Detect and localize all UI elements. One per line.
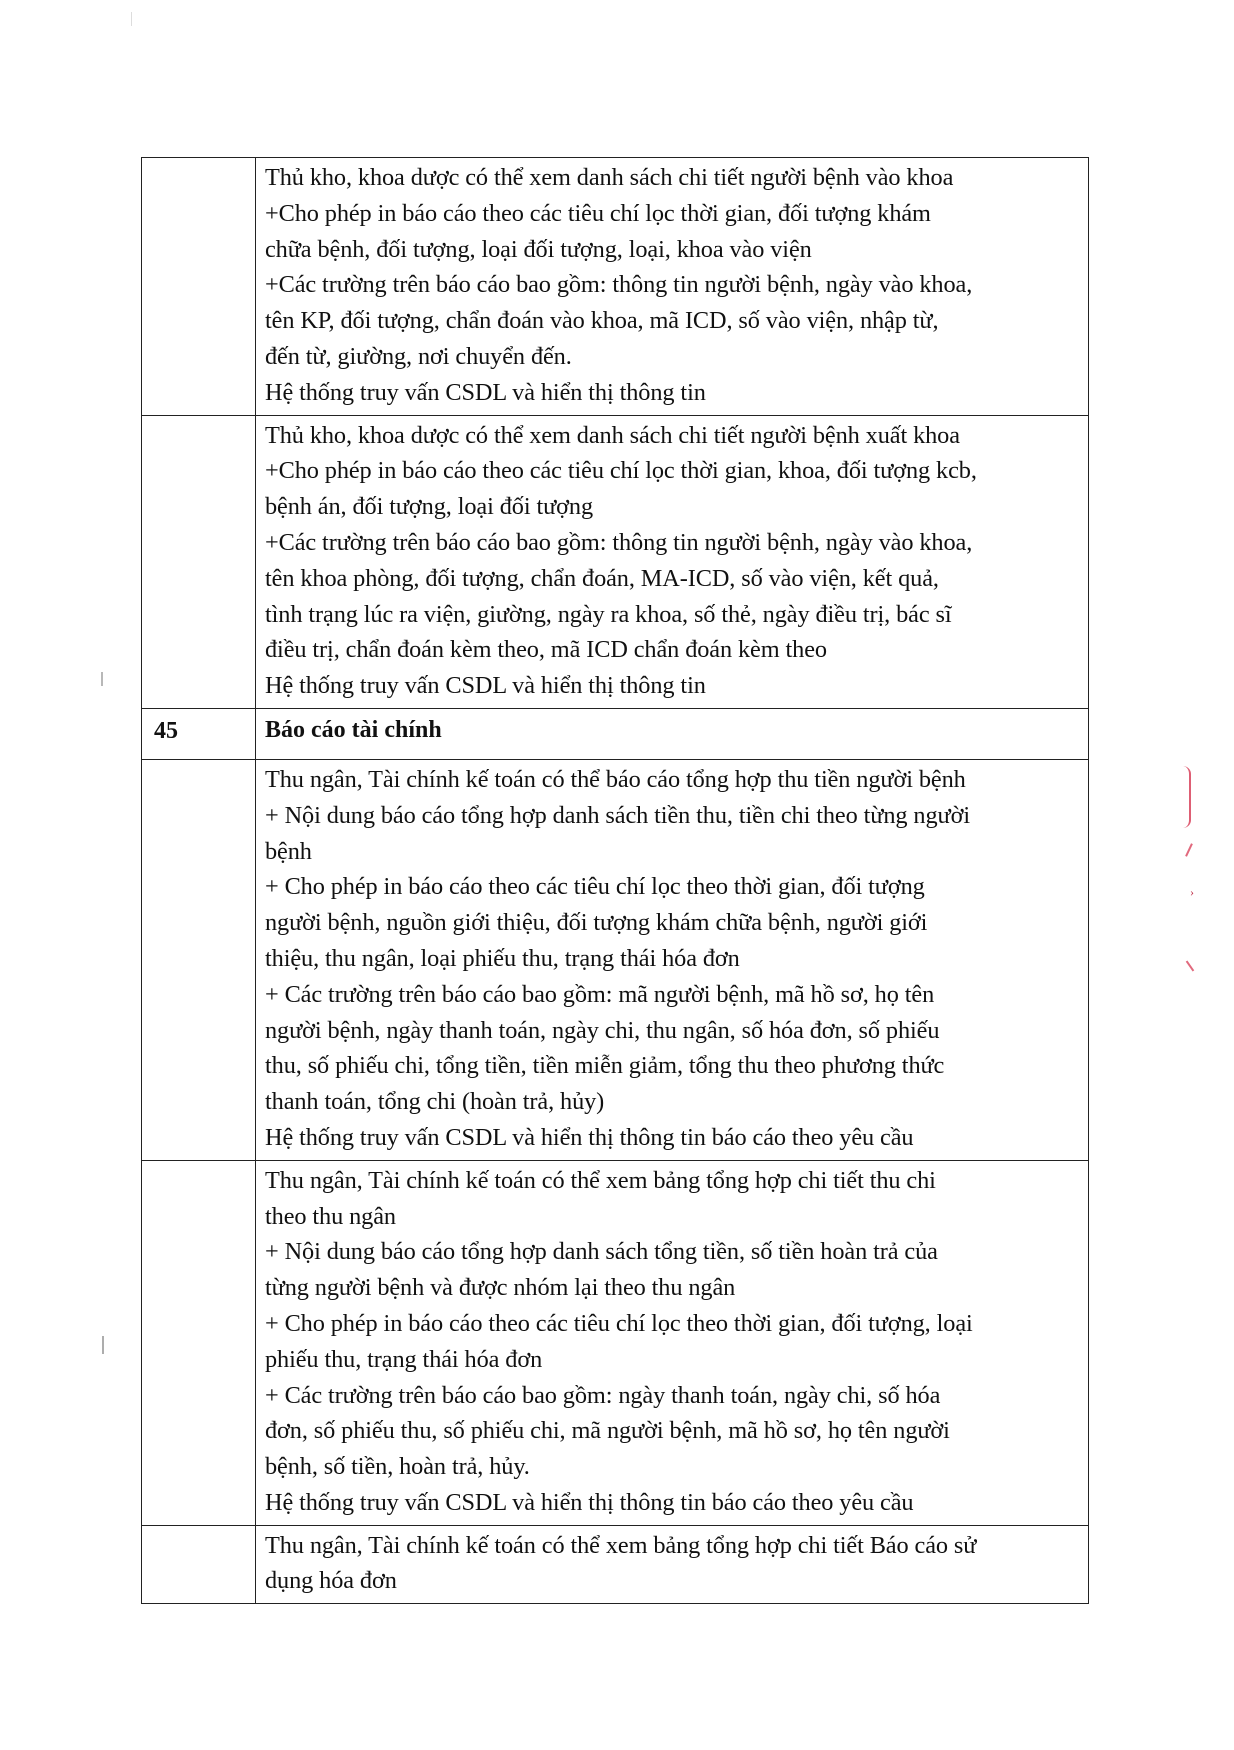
description-line: Hệ thống truy vấn CSDL và hiển thị thông tin (265, 378, 706, 406)
description-line: + Các trường trên báo cáo bao gồm: mã người bệnh, mã hồ sơ, họ tên (265, 980, 935, 1008)
row-number (142, 760, 255, 763)
description-line: thu, số phiếu chi, tổng tiền, tiền miễn giảm, tổng thu theo phương thức (265, 1052, 945, 1080)
section-number: 45 (154, 717, 178, 744)
description-line: bệnh (265, 837, 312, 865)
description-line: Thủ kho, khoa dược có thể xem danh sách chi tiết người bệnh xuất khoa (265, 421, 960, 449)
description-line: đến từ, giường, nơi chuyển đến. (265, 342, 572, 370)
row-number (142, 416, 255, 419)
table-row (142, 1525, 1089, 1604)
row-number (142, 1161, 255, 1164)
section-title: Báo cáo tài chính (265, 716, 442, 743)
description-line: +Các trường trên báo cáo bao gồm: thông tin người bệnh, ngày vào khoa, (265, 271, 973, 299)
scan-artifact (131, 12, 132, 26)
stamp-edge-mark (1185, 843, 1193, 857)
row-number-cell (142, 158, 256, 416)
row-description-cell (256, 1160, 1089, 1525)
stamp-edge-mark (1186, 961, 1195, 972)
description-line: người bệnh, nguồn giới thiệu, đối tượng khám chữa bệnh, người giới (265, 909, 928, 937)
description-line: + Các trường trên báo cáo bao gồm: ngày thanh toán, ngày chi, số hóa (265, 1381, 941, 1409)
description-line: Thu ngân, Tài chính kế toán có thể xem bảng tổng hợp chi tiết Báo cáo sử (265, 1531, 977, 1559)
table-row (142, 158, 1089, 416)
description-line: người bệnh, ngày thanh toán, ngày chi, thu ngân, số hóa đơn, số phiếu (265, 1016, 940, 1044)
description-line: +Cho phép in báo cáo theo các tiêu chí lọc thời gian, khoa, đối tượng kcb, (265, 457, 977, 485)
description-line: đơn, số phiếu thu, số phiếu chi, mã người bệnh, mã hồ sơ, họ tên người (265, 1417, 950, 1445)
description-line: + Nội dung báo cáo tổng hợp danh sách tổng tiền, số tiền hoàn trả của (265, 1238, 938, 1266)
description-line: + Nội dung báo cáo tổng hợp danh sách tiền thu, tiền chi theo từng người (265, 801, 970, 829)
description-line: tên khoa phòng, đối tượng, chẩn đoán, MA-ICD, số vào viện, kết quả, (265, 564, 939, 592)
description-line: + Cho phép in báo cáo theo các tiêu chí lọc theo thời gian, đối tượng, loại (265, 1309, 973, 1337)
section-header-row (142, 708, 1089, 759)
description-line: Hệ thống truy vấn CSDL và hiển thị thông tin báo cáo theo yêu cầu (265, 1123, 914, 1151)
description-line: +Các trường trên báo cáo bao gồm: thông tin người bệnh, ngày vào khoa, (265, 528, 973, 556)
description-line: Hệ thống truy vấn CSDL và hiển thị thông tin (265, 672, 706, 700)
section-title-cell (256, 708, 1089, 759)
description-line: + Cho phép in báo cáo theo các tiêu chí lọc theo thời gian, đối tượng (265, 873, 925, 901)
requirements-table (141, 157, 1089, 1604)
description-line: +Cho phép in báo cáo theo các tiêu chí lọc thời gian, đối tượng khám (265, 199, 931, 227)
row-number (142, 158, 255, 161)
row-description-cell (256, 1525, 1089, 1604)
table-row (142, 1160, 1089, 1525)
table-row (142, 415, 1089, 708)
row-number-cell (142, 1160, 256, 1525)
description-line: điều trị, chẩn đoán kèm theo, mã ICD chẩn đoán kèm theo (265, 636, 827, 664)
description-line: dụng hóa đơn (265, 1567, 397, 1595)
description-line: thiệu, thu ngân, loại phiếu thu, trạng thái hóa đơn (265, 944, 740, 972)
description-line: Thủ kho, khoa dược có thể xem danh sách chi tiết người bệnh vào khoa (265, 164, 954, 191)
description-line: từng người bệnh và được nhóm lại theo thu ngân (265, 1274, 736, 1302)
description-line: Thu ngân, Tài chính kế toán có thể báo cáo tổng hợp thu tiền người bệnh (265, 765, 966, 793)
row-number (142, 1526, 255, 1529)
row-number-cell (142, 415, 256, 708)
stamp-edge-mark: › (1190, 885, 1194, 899)
description-line: bệnh, số tiền, hoàn trả, hủy. (265, 1453, 530, 1481)
description-line: theo thu ngân (265, 1202, 396, 1230)
description-line: bệnh án, đối tượng, loại đối tượng (265, 493, 594, 521)
description-line: thanh toán, tổng chi (hoàn trả, hủy) (265, 1088, 605, 1116)
table-row (142, 759, 1089, 1160)
row-number-cell (142, 759, 256, 1160)
stamp-edge-mark (1183, 766, 1191, 828)
row-description-cell (256, 415, 1089, 708)
description-line: Hệ thống truy vấn CSDL và hiển thị thông tin báo cáo theo yêu cầu (265, 1488, 914, 1516)
row-description-cell (256, 759, 1089, 1160)
description-line: tên KP, đối tượng, chẩn đoán vào khoa, mã ICD, số vào viện, nhập từ, (265, 307, 939, 335)
section-number-cell (142, 708, 256, 759)
row-number-cell (142, 1525, 256, 1604)
row-description-cell (256, 158, 1089, 416)
description-line: phiếu thu, trạng thái hóa đơn (265, 1345, 543, 1373)
scan-artifact (102, 1336, 104, 1354)
scan-artifact (101, 672, 103, 686)
description-line: chữa bệnh, đối tượng, loại đối tượng, loại, khoa vào viện (265, 235, 812, 263)
description-line: tình trạng lúc ra viện, giường, ngày ra khoa, số thẻ, ngày điều trị, bác sĩ (265, 600, 952, 628)
description-line: Thu ngân, Tài chính kế toán có thể xem bảng tổng hợp chi tiết thu chi (265, 1166, 936, 1194)
